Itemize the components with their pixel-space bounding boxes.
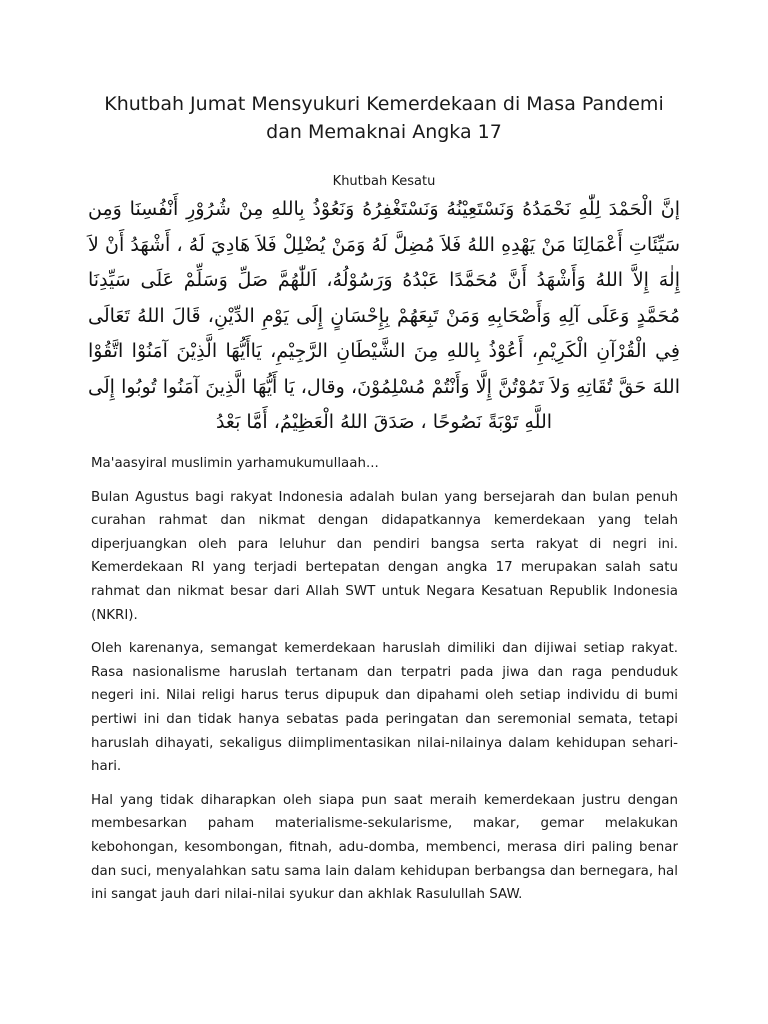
- paragraph-3: Hal yang tidak diharapkan oleh siapa pun saat meraih kemerdekaan justru dengan membesarkan paham materialisme-sekularisme, makar, gemar melakukan kebohongan, kesombongan, fitnah, adu-domba, membenci, merasa diri paling benar dan suci, menyalahkan satu sama lain dalam kehidupan berbangsa dan bernegara, hal ini sangat jauh dari nilai-nilai syukur dan akhlak Rasulullah SAW.: [91, 792, 678, 903]
- title-line-1: Khutbah Jumat Mensyukuri Kemerdekaan di Masa Pandemi: [104, 93, 664, 115]
- paragraph-1: Bulan Agustus bagi rakyat Indonesia adalah bulan yang bersejarah dan bulan penuh curahan rahmat dan nikmat dengan didapatkannya kemerdekaan yang telah diperjuangkan oleh para leluhur dan pendiri bangsa serta rakyat di negri ini. Kemerdekaan RI yang terjadi bertepatan dengan angka 17 merupakan salah satu rahmat dan nikmat besar dari Allah SWT untuk Negara Kesatuan Republik Indonesia (NKRI).: [91, 489, 678, 623]
- section-heading: Khutbah Kesatu: [332, 174, 436, 189]
- paragraph-2: Oleh karenanya, semangat kemerdekaan haruslah dimiliki dan dijiwai setiap rakyat. Rasa nasionalisme haruslah tertanam dan terpatri pada jiwa dan raga penduduk negeri ini. Nilai religi harus terus dipupuk dan dipahami oleh setiap individu di bumi pertiwi ini dan tidak hanya sebatas pada peringatan dan seremonial semata, tetapi haruslah dihayati, sekaligus diimplimentasikan nilai-nilainya dalam kehidupan sehari-hari.: [91, 641, 678, 775]
- arabic-opening-text: إنَّ الْحَمْدَ لِلّٰهِ نَحْمَدُهُ وَنَسْتَعِيْنُهُ وَنَسْتَغْفِرُهُ وَنَعُوْذُ بِاللهِ مِنْ شُرُوْرِ أَنْفُسِنَا وَمِن سَيِّئَاتِ أَعْمَالِنَا مَنْ يَهْدِهِ اللهُ فَلاَ مُضِلَّ لَهُ وَمَنْ يُضْلِلْ فَلاَ هَادِيَ لَهُ ، أَشْهَدُ أَنْ لاَ إِلٰهَ إِلاَّ اللهُ وَأَشْهَدُ أَنَّ مُحَمَّدًا عَبْدُهُ وَرَسُوْلُهُ، اَللّٰهُمَّ صَلِّ وَسَلِّمْ عَلَى سَيِّدِنَا مُحَمَّدٍ وَعَلَى آلِهِ وَأَصْحَابِهِ وَمَنْ تَبِعَهُمْ بِإِحْسَانٍ إِلَى يَوْمِ الدِّيْنِ، قَالَ اللهُ تَعَالَى فِي الْقُرْآنِ الْكَرِيْمِ، أَعُوْذُ بِاللهِ مِنَ الشَّيْطَانِ الرَّجِيْمِ، يَاأَيُّهَا الَّذِيْنَ آمَنُوْا اتَّقُوْا اللهَ حَقَّ تُقَاتِهِ وَلاَ تَمُوْتُنَّ إِلَّا وَأَنْتُمْ مُسْلِمُوْنَ، وقال، يَا أَيُّهَا الَّذِينَ آمَنُوا تُوبُوا إِلَى اللَّهِ تَوْبَةً نَصُوحًا ، صَدَقَ اللهُ الْعَظِيْمُ، أَمَّا بَعْدُ: [88, 198, 680, 433]
- greeting-line: Ma'aasyiral muslimin yarhamukumullaah...: [91, 456, 379, 471]
- title-line-2: dan Memaknai Angka 17: [266, 121, 502, 143]
- sermon-body: [91, 452, 678, 917]
- document-title: [90, 90, 678, 146]
